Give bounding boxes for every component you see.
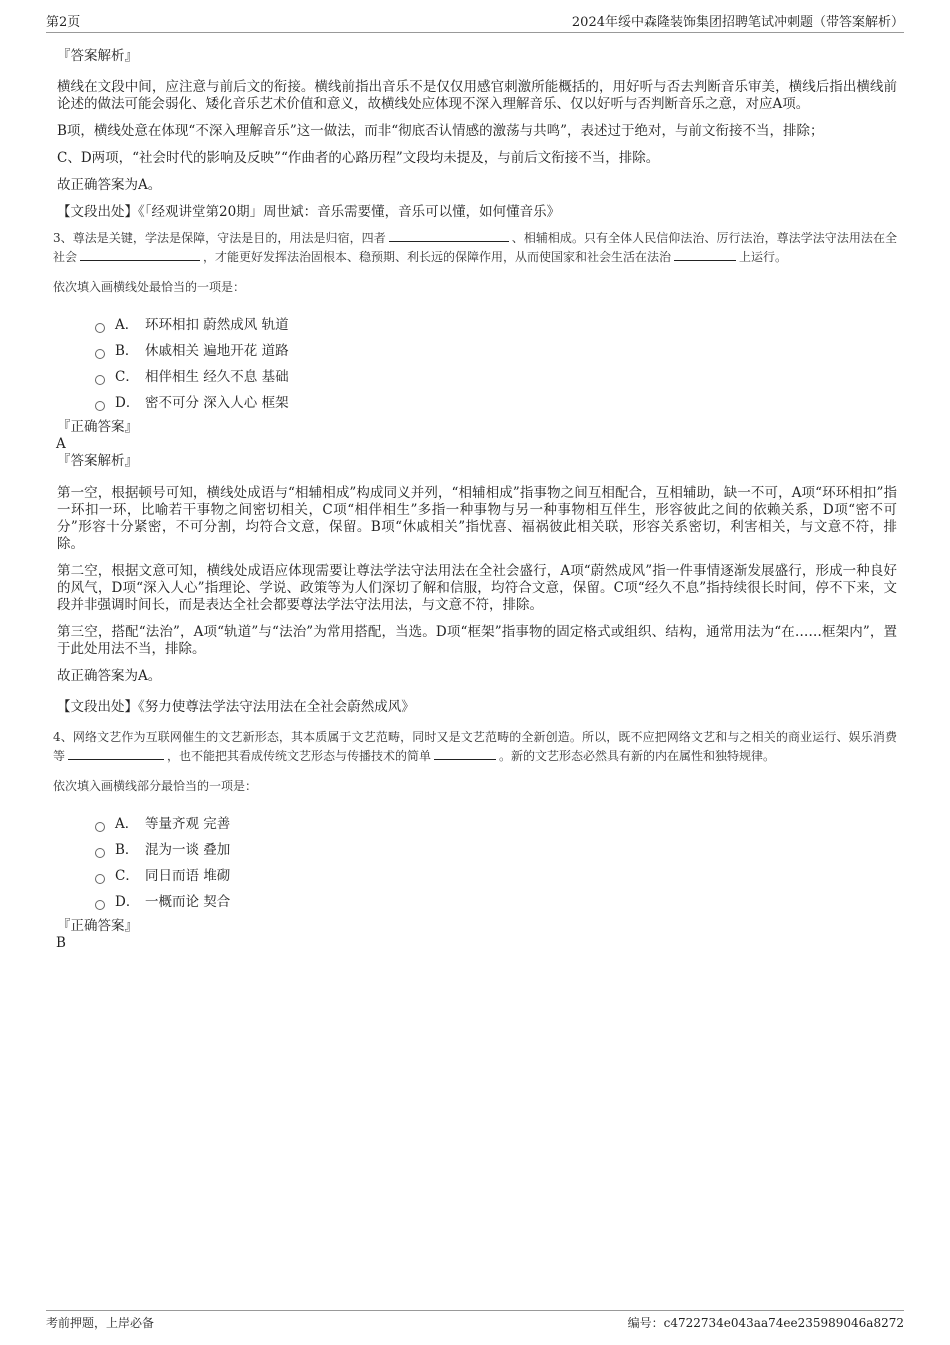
radio-circle-icon[interactable] xyxy=(95,375,105,385)
question-4-prompt: 依次填入画横线部分最恰当的一项是： xyxy=(53,779,258,793)
question-3-stem: 3、尊法是关键，学法是保障，守法是目的，用法是归宿，四者 、相辅相成。只有全体人民信仰法治、厉行法治，尊法学法守法用法在全社会 ，才能更好发挥法治固根本、稳预期、利长远的保障作用，从而使国家和社会生活在法治 上运行。 xyxy=(53,231,897,264)
option-d[interactable]: D． 密不可分 深入人心 框架 xyxy=(95,390,897,416)
analysis-paragraph: 故正确答案为A。 xyxy=(57,177,162,193)
blank-line xyxy=(674,248,736,261)
radio-circle-icon[interactable] xyxy=(95,401,105,411)
passage-source: 【文段出处】《「经观讲堂第20期」周世斌：音乐需要懂，音乐可以懂，如何懂音乐》 xyxy=(57,204,561,220)
radio-circle-icon[interactable] xyxy=(95,323,105,333)
page-number: 第2页 xyxy=(46,15,81,30)
option-d[interactable]: D． 一概而论 契合 xyxy=(95,889,897,915)
option-b[interactable]: B． 休戚相关 遍地开花 道路 xyxy=(95,338,897,364)
document-title: 2024年绥中森隆装饰集团招聘笔试冲刺题（带答案解析） xyxy=(571,15,904,30)
blank-line xyxy=(68,747,164,760)
radio-circle-icon[interactable] xyxy=(95,349,105,359)
option-c[interactable]: C． 同日而语 堆砌 xyxy=(95,863,897,889)
question-3-prompt: 依次填入画横线处最恰当的一项是： xyxy=(53,280,246,294)
page-header xyxy=(46,14,904,33)
option-a[interactable]: A． 等量齐观 完善 xyxy=(95,811,897,837)
footer-slogan: 考前押题，上岸必备 xyxy=(46,1316,155,1330)
option-b[interactable]: B． 混为一谈 叠加 xyxy=(95,837,897,863)
analysis-paragraph: 第一空，根据顿号可知，横线处成语与“相辅相成”构成同义并列，“相辅相成”指事物之间互相配合，互相辅助，缺一不可，A项“环环相扣”指一环扣一环，比喻若干事物之间密切相关，C项“相伴相生”多指一种事物与另一种事物相互伴生，形容彼此之间的依赖关系，D项“密不可分”形容十分紧密，不可分割，均符合文意，保留。B项“休戚相关”指忧喜、福祸彼此相关联，形容关系密切，利害相关，与文意不符，排除。 xyxy=(57,485,897,552)
page-footer xyxy=(46,1310,904,1336)
option-c[interactable]: C． 相伴相生 经久不息 基础 xyxy=(95,364,897,390)
blank-line xyxy=(434,747,496,760)
page-content xyxy=(53,48,897,952)
radio-circle-icon[interactable] xyxy=(95,848,105,858)
analysis-paragraph: 故正确答案为A。 xyxy=(57,668,162,684)
blank-line xyxy=(80,248,200,261)
question-4-stem: 4、网络文艺作为互联网催生的文艺新形态，其本质属于文艺范畴，同时又是文艺范畴的全新创造。所以，既不应把网络文艺和与之相关的商业运行、娱乐消费等 ，也不能把其看成传统文艺形态与传播技术的简单 。新的文艺形态必然具有新的内在属性和独特规律。 xyxy=(53,730,897,763)
blank-line xyxy=(389,229,509,242)
correct-answer: A xyxy=(56,436,66,452)
analysis-paragraph: 第三空，搭配“法治”，A项“轨道”与“法治”为常用搭配，当选。D项“框架”指事物的固定格式或组织、结构，通常用法为“在……框架内”，置于此处用法不当，排除。 xyxy=(57,624,897,657)
analysis-tag: 『答案解析』 xyxy=(57,48,138,64)
analysis-paragraph: 第二空，根据文意可知，横线处成语应体现需要让尊法学法守法用法在全社会盛行，A项“蔚然成风”指一件事情逐渐发展盛行，形成一种良好的风气，D项“深入人心”指理论、学说、政策等为人们深切了解和信服，均符合文意，保留。C项“经久不息”指持续很长时间，停不下来，文段并非强调时间长，而是表达全社会都要尊法学法守法用法，与文意不符，排除。 xyxy=(57,563,897,613)
radio-circle-icon[interactable] xyxy=(95,874,105,884)
analysis-tag: 『答案解析』 xyxy=(57,453,138,469)
analysis-paragraph: 横线在文段中间，应注意与前后文的衔接。横线前指出音乐不是仅仅用感官刺激所能概括的，用好听与否去判断音乐审美，横线后指出横线前论述的做法可能会弱化、矮化音乐艺术价值和意义，故横线处应体现不深入理解音乐、仅以好听与否判断音乐之意，对应A项。 xyxy=(57,79,897,112)
question-4-options xyxy=(95,811,897,915)
radio-circle-icon[interactable] xyxy=(95,900,105,910)
correct-answer-tag: 『正确答案』 xyxy=(57,419,138,435)
document-code: 编号：c4722734e043aa74ee235989046a8272 xyxy=(627,1316,904,1330)
correct-answer-tag: 『正确答案』 xyxy=(57,918,138,934)
radio-circle-icon[interactable] xyxy=(95,822,105,832)
option-a[interactable]: A． 环环相扣 蔚然成风 轨道 xyxy=(95,312,897,338)
correct-answer: B xyxy=(56,935,66,951)
analysis-paragraph: B项，横线处意在体现“不深入理解音乐”这一做法，而非“彻底否认情感的激荡与共鸣”，表述过于绝对，与前文衔接不当，排除； xyxy=(57,123,824,139)
question-3-options xyxy=(95,312,897,416)
passage-source: 【文段出处】《努力使尊法学法守法用法在全社会蔚然成风》 xyxy=(57,699,415,715)
analysis-paragraph: C、D两项，“社会时代的影响及反映”“作曲者的心路历程”文段均未提及，与前后文衔接不当，排除。 xyxy=(57,150,660,166)
